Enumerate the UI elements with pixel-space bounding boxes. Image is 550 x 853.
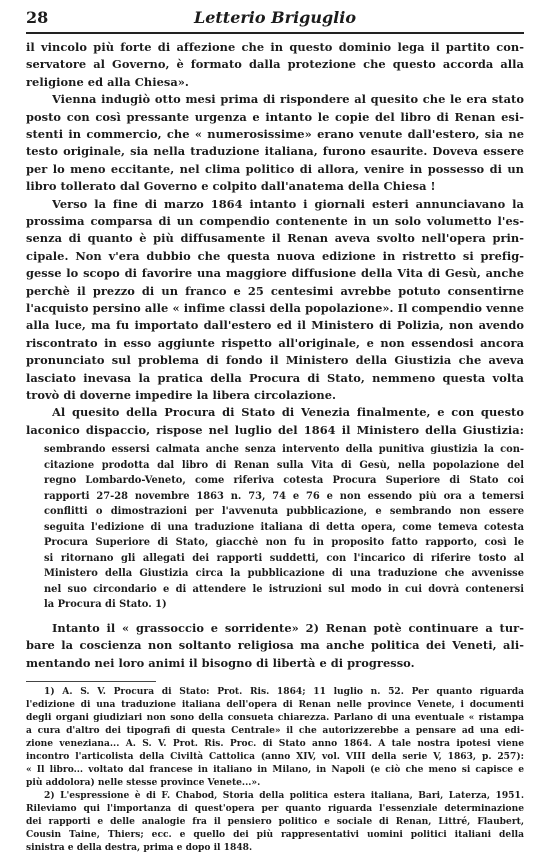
footnote-line: dei rapporti e delle analogie fra il pensiero politico e sociale di Renan, Littré, Flaubert, <box>26 815 524 827</box>
footnote-line: Cousin Taine, Thiers; ecc. e quello dei più rappresentativi uomini politici italiani della <box>26 828 524 840</box>
body-line: l'acquisto persino alle « infime classi della popolazione». Il compendio venne <box>26 301 524 315</box>
quote-line: sembrando essersi calmata anche senza intervento della punitiva giustizia la con- <box>44 444 524 456</box>
quote-line: Ministero della Giustizia circa la pubblicazione di una traduzione che avvenisse <box>44 568 524 580</box>
footnote-line: incontro l'articolista della Civiltà Cattolica (anno XIV, vol. VIII della serie V, 1863, p. 257): <box>26 750 524 762</box>
body-line: religione ed alla Chiesa». <box>26 74 189 89</box>
body-line: riscontrato in esso aggiunte rispetto all'originale, e non essendosi ancora <box>26 335 524 350</box>
footnote-line: l'edizione di una traduzione italiana dell'opera di Renan nelle province Venete, i documenti <box>26 698 524 710</box>
body-line: stenti in commercio, che « numerosissime» erano venute dall'estero, sia ne <box>26 127 524 141</box>
footnote-line: a cura d'altro dei tipografi di questa Centrale» il che autorizzerebbe a pensare ad una edi- <box>26 724 524 736</box>
header-rule <box>26 32 524 34</box>
quote-line: citazione prodotta dal libro di Renan sulla Vita di Gesù, nella popolazione del <box>44 459 524 471</box>
body-line: prossima comparsa di un compendio contenente in un solo volumetto l'es- <box>26 214 524 228</box>
quote-line: rapporti 27-28 novembre 1863 n. 73, 74 e 76 e non essendo più ora a temersi <box>44 490 524 502</box>
quote-line: nel suo circondario e di attendere le istruzioni sul modo in cui dovrà contenersi <box>44 583 524 595</box>
footnote-rule <box>26 681 156 682</box>
footnote-line: sinistra e della destra, prima e dopo il 1848. <box>26 841 253 853</box>
body-line: per lo meno eccitante, nel clima politico di allora, venire in possesso di un <box>26 161 524 176</box>
footnote-line: 1) A. S. V. Procura di Stato: Prot. Ris. 1864; 11 luglio n. 52. Per quanto riguarda <box>44 685 524 697</box>
body-line: libro tollerato dal Governo e colpito dall'anatema della Chiesa ! <box>26 179 436 194</box>
body-line: Al quesito della Procura di Stato di Venezia finalmente, e con questo <box>52 405 524 420</box>
body-line: bare la coscienza non soltanto religiosa ma anche politica dei Veneti, ali- <box>26 638 524 653</box>
body-line: servatore al Governo, è formato dalla protezione che questo accorda alla <box>26 57 524 72</box>
page-number: 28 <box>26 8 49 27</box>
footnote-line: più addolora) nelle stesse province Venete...». <box>26 776 261 788</box>
footnote-line: zione veneziana... A. S. V. Prot. Ris. Proc. di Stato anno 1864. A tale nostra ipotesi viene <box>26 737 524 749</box>
body-line: Verso la fine di marzo 1864 intanto i giornali esteri annunciavano la <box>52 196 524 211</box>
footnote-line: 2) L'espressione è di F. Chabod, Storia della politica estera italiana, Bari, Laterza, 1951. <box>44 789 524 801</box>
body-line: alla luce, ma fu importato dall'estero ed il Ministero di Polizia, non avendo <box>26 318 524 333</box>
footnote-line: Rileviamo qui l'importanza di quest'opera per quanto riguarda l'essenziale determinazione <box>26 802 524 814</box>
body-line: posto con così pressante urgenza e intanto le copie del libro di Renan esi- <box>26 109 524 124</box>
body-line: Vienna indugiò otto mesi prima di rispondere al quesito che le era stato <box>52 92 524 107</box>
body-line: laconico dispaccio, rispose nel luglio del 1864 il Ministero della Giustizia: <box>26 422 524 437</box>
body-line: trovò di doverne impedire la libera circolazione. <box>26 388 337 402</box>
footnote-line: « Il libro... voltato dal francese in italiano in Milano, in Napoli (e ciò che meno si capisce e <box>26 763 524 775</box>
body-line: lasciato inevasa la pratica della Procura di Stato, nemmeno questa volta <box>26 370 524 385</box>
body-line: perchè il prezzo di un franco e 25 centesimi avrebbe potuto consentirne <box>26 283 524 298</box>
quote-line: si ritornano gli allegati dei rapporti suddetti, con l'incarico di riferire tosto al <box>44 552 524 564</box>
body-line: gesse lo scopo di favorire una maggiore diffusione della Vita di Gesù, anche <box>26 266 524 281</box>
quote-line: seguita l'edizione di una traduzione italiana di detta opera, come temeva cotesta <box>44 521 524 533</box>
body-line: Intanto il « grassoccio e sorridente» 2) Renan potè continuare a tur- <box>52 620 524 635</box>
body-line: mentando nei loro animi il bisogno di libertà e di progresso. <box>26 655 415 670</box>
running-head: Letterio Briguglio <box>193 8 356 27</box>
body-line: testo originale, sia nella traduzione italiana, furono esaurite. Doveva essere <box>26 144 524 159</box>
quote-line: conflitti o dimostrazioni per l'avvenuta pubblicazione, e sembrando non essere <box>44 506 524 518</box>
quote-line: regno Lombardo-Veneto, come riferiva cotesta Procura Superiore di Stato coi <box>44 475 524 487</box>
page-header <box>26 6 524 32</box>
body-line: pronunciato sul problema di fondo il Ministero della Giustizia che aveva <box>26 353 524 368</box>
body-line: senza di quanto è più diffusamente il Renan aveva svolto nell'opera prin- <box>26 231 524 246</box>
body-line: cipale. Non v'era dubbio che questa nuova edizione in ristretto si prefig- <box>26 248 524 263</box>
footnote-line: degli organi giudiziari non sono della consueta chiarezza. Parlano di una eventuale « ristampa <box>26 711 524 723</box>
quote-line: la Procura di Stato. 1) <box>44 599 167 611</box>
quote-line: Procura Superiore di Stato, giacchè non fu in proposito fatto rapporto, così le <box>44 537 524 549</box>
body-line: il vincolo più forte di affezione che in questo dominio lega il partito con- <box>26 40 524 54</box>
